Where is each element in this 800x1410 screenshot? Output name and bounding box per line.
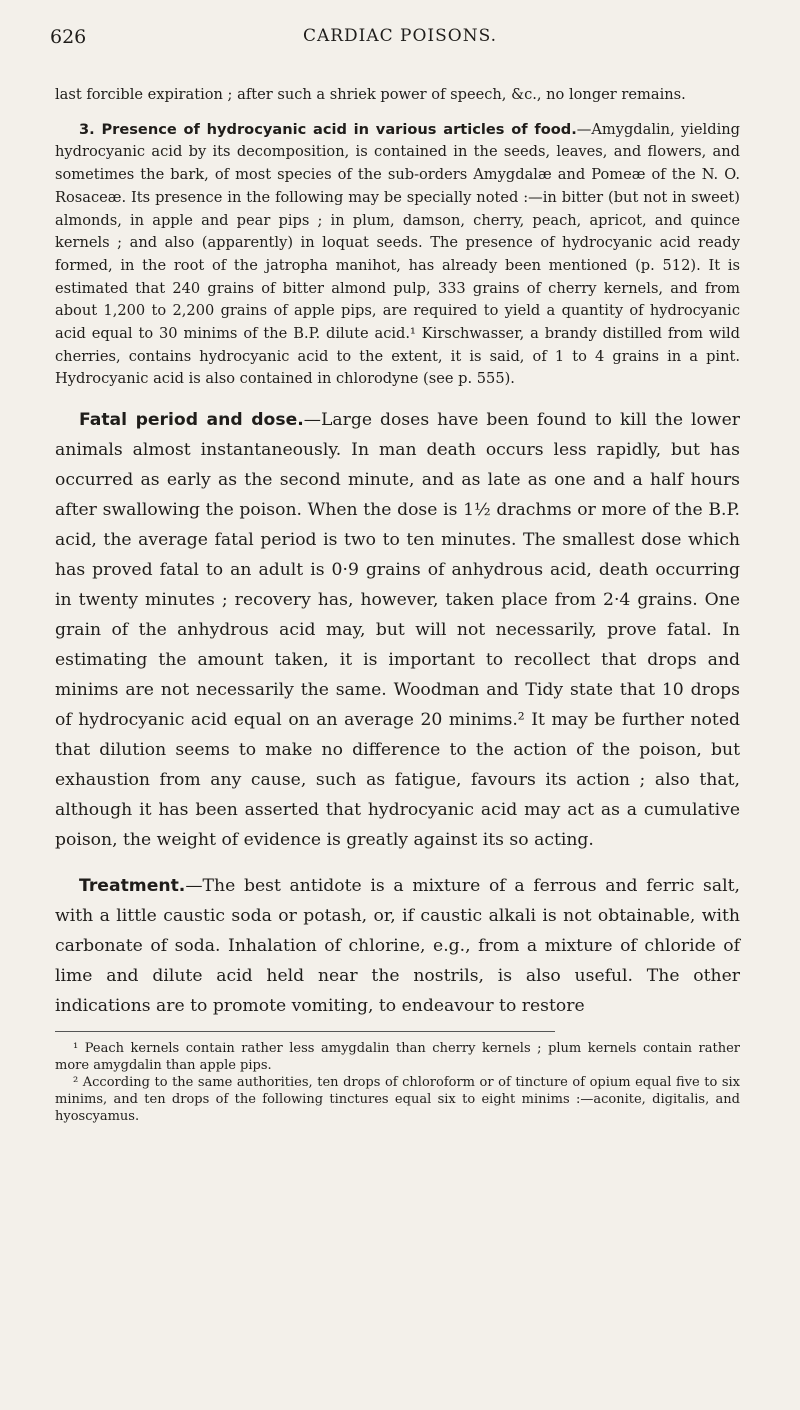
page-header (50, 26, 750, 56)
footnote-1: ¹ Peach kernels contain rather less amygdalin than cherry kernels ; plum kernels contain rather more amygdalin than apple pips. (55, 1041, 740, 1074)
presence-text: —Amygdalin, yielding hydrocyanic acid by its decomposition, is contained in the seeds, leaves, and flowers, and sometimes the bark, of most species of the sub-orders Amygdalæ and Pomeæ of the N. O. Rosaceæ. Its presence in the following may be specially noted :—in bitter (but not in sweet) almonds, in apple and pear pips ; in plum, damson, cherry, peach, apricot, and quince kernels ; and also (apparently) in loquat seeds. The presence of hydrocyanic acid ready formed, in the root of the jatropha manihot, has already been mentioned (p. 512). It is estimated that 240 grains of bitter almond pulp, 333 grains of cherry kernels, and from about 1,200 to 2,200 grains of apple pips, are required to yield a quantity of hydrocyanic acid equal to 30 minims of the B.P. dilute acid.¹ Kirschwasser, a brandy distilled from wild cherries, contains hydrocyanic acid to the extent, it is said, of 1 to 4 grains in a pint. Hydrocyanic acid is also contained in chlorodyne (see p. 555). (55, 120, 740, 388)
fatal-period-paragraph (55, 405, 740, 855)
treatment-text: —The best antidote is a mixture of a ferrous and ferric salt, with a little caustic soda or potash, or, if caustic alkali is not obtainable, with carbonate of soda. Inhalation of chlorine, e.g., from a mixture of chloride of lime and dilute acid held near the nostrils, is also useful. The other indications are to promote vomiting, to endeavour to restore (55, 876, 740, 1017)
presence-paragraph (55, 119, 740, 391)
footnote-2: ² According to the same authorities, ten drops of chloroform or of tincture of opium equal five to six minims, and ten drops of the following tinctures equal six to eight minims :—aconite, digitalis, and hyoscyamus. (55, 1075, 740, 1125)
treatment-paragraph (55, 871, 740, 1021)
fatal-period-heading: Fatal period and dose. (79, 410, 304, 431)
page-body (55, 84, 740, 1125)
presence-heading: 3. Presence of hydrocyanic acid in various articles of food. (79, 120, 577, 138)
page-number: 626 (50, 26, 87, 48)
running-title: CARDIAC POISONS. (302, 26, 498, 46)
footnote-divider (55, 1031, 555, 1032)
fatal-period-text: —Large doses have been found to kill the lower animals almost instantaneously. In man death occurs less rapidly, but has occurred as early as the second minute, and as late as one and a half hours after swallowing the poison. When the dose is 1½ drachms or more of the B.P. acid, the average fatal period is two to ten minutes. The smallest dose which has proved fatal to an adult is 0·9 grains of anhydrous acid, death occurring in twenty minutes ; recovery has, however, taken place from 2·4 grains. One grain of the anhydrous acid may, but will not necessarily, prove fatal. In estimating the amount taken, it is important to recollect that drops and minims are not necessarily the same. Woodman and Tidy state that 10 drops of hydrocyanic acid equal on an average 20 minims.² It may be further noted that dilution seems to make no difference to the action of the poison, but exhaustion from any cause, such as fatigue, favours its action ; also that, although it has been asserted that hydrocyanic acid may act as a cumulative poison, the weight of evidence is greatly against its so acting. (55, 410, 740, 851)
treatment-heading: Treatment. (79, 876, 186, 897)
intro-paragraph: last forcible expiration ; after such a shriek power of speech, &c., no longer remains. (55, 86, 686, 103)
